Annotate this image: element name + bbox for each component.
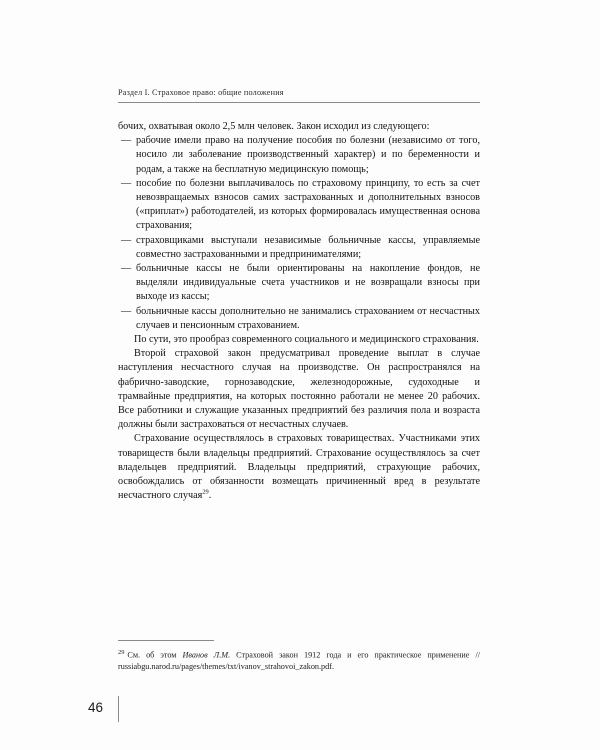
list-item [118, 177, 480, 234]
footnote-area [118, 640, 480, 672]
list-item-text: рабочие имели право на получение пособия по болезни (независимо от того, носило ли заболевание производственный характер) и по беременности и родам, а также на бесплатную медицинскую помощь; [136, 135, 480, 175]
bullet-list [118, 134, 480, 333]
dash-marker: — [121, 177, 132, 189]
folio-divider [118, 696, 119, 722]
page-number: 46 [88, 700, 104, 715]
list-item-text: больничные кассы дополнительно не занимались страхованием от несчастных случаев и пенсионным страхованием. [136, 305, 480, 331]
list-item-text: страховщиками выступали независимые больничные кассы, управляемые совместно застрахованными и предпринимателями; [136, 234, 480, 260]
list-item [118, 262, 480, 305]
footnote [118, 647, 480, 672]
paragraph-partnership-text: Страхование осуществлялось в страховых товариществах. Участниками этих товариществ были владельцы предприятий. Страхование осуществлялось за счет владельцев предприятий. Владельцы предприятий, страхующие рабочих, освобождались от обязанности возмещать причиненный вред в результате несчастного случая [118, 433, 480, 502]
list-item-text: пособие по болезни выплачивалось по страховому принципу, то есть за счет невозвращаемых взносов самих застрахованных и дополнительных взносов («приплат») работодателей, из которых формировалась имущественная основа страхования; [136, 177, 480, 232]
page-content [118, 88, 480, 503]
paragraph-partnership-end: . [208, 490, 212, 502]
list-item [118, 305, 480, 333]
footnote-prefix: См. об этом [127, 650, 183, 660]
running-head: Раздел I. Страховое право: общие положения [118, 88, 284, 97]
dash-marker: — [121, 234, 132, 246]
header-rule [118, 102, 480, 103]
dash-marker: — [121, 305, 132, 317]
footnote-number: 29 [118, 649, 125, 656]
list-item-text: больничные кассы не были ориентированы на накопление фондов, не выделяли индивидуальные счета участников и не возвращали взносы при выходе из кассы; [136, 263, 480, 303]
list-item [118, 234, 480, 262]
footnote-reference: 29 [202, 488, 209, 496]
footnote-text: Страховой закон 1912 года и его практическое применение // russiabgu.narod.ru/pages/themes/txt/ivanov_strahovoi_zakon.pdf. [118, 650, 480, 671]
footnote-author: Иванов Л.М. [182, 650, 231, 660]
folio [88, 696, 488, 726]
footnote-rule [118, 640, 214, 641]
paragraph-second-law: Второй страховой закон предусматривал проведение выплат в случае наступления несчастного случая на производстве. Он распространялся на фабрично-заводские, горнозаводские, железнодорожные, судоходные и трамвайные предприятия, на которых постоянно работали не менее 20 рабочих. Все работники и служащие указанных предприятий без различия пола и возраста должны были застраховаться от несчастных случаев. [118, 348, 480, 431]
paragraph-partnership [118, 432, 480, 503]
list-item [118, 134, 480, 177]
dash-marker: — [121, 135, 132, 147]
paragraph-opening: бочих, охватывая около 2,5 млн человек. Закон исходил из следующего: [118, 121, 430, 132]
dash-marker: — [121, 263, 132, 275]
paragraph-prototype: По сути, это прообраз современного социального и медицинского страхования. [134, 334, 479, 346]
